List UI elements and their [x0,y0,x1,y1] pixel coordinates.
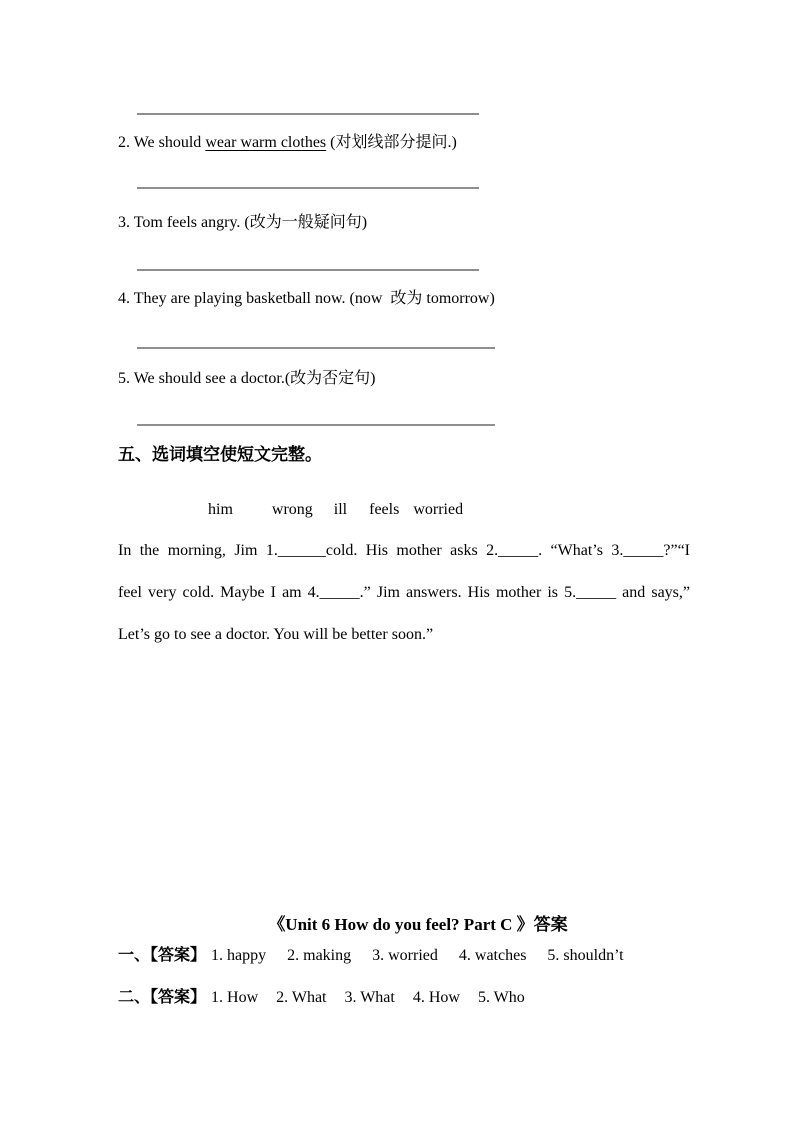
exercise-item-2 [118,133,457,153]
word-bank-word-wrong: wrong [271,501,313,518]
answer-row-2-item: 1. How [211,989,259,1006]
answer-blank-line-5 [137,424,495,426]
exercise-item-5: 5. We should see a doctor.(改为否定句) [118,370,376,387]
exercise-item-3: 3. Tom feels angry. (改为一般疑问句) [118,214,368,231]
cloze-passage-line-2: feel very cold. Maybe I am 4._____.” Jim answers. His mother is 5._____ and says,” [118,584,690,601]
answer-row-2-item: 3. What [344,989,395,1006]
answer-row-2-item: 2. What [276,989,327,1006]
cloze-passage-line-1: In the morning, Jim 1.______cold. His mother asks 2._____. “What’s 3._____?”“I [118,542,690,559]
item-2-text-post: (对划线部分提问.) [326,134,457,151]
answer-row-1-item: 1. happy [211,947,267,964]
answer-row-1-label: 一、【答案】 [118,947,207,964]
answer-row-2-item: 5. Who [477,989,525,1006]
answer-blank-line-4 [137,347,495,349]
answer-blank-line-2 [137,187,479,189]
answer-row-1-item: 3. worried [372,947,438,964]
answer-row-1-item: 2. making [287,947,352,964]
item-2-text-pre: 2. We should [118,134,206,151]
answer-row-1-item: 4. watches [458,947,527,964]
answer-key-row-2 [118,988,525,1008]
word-bank [208,500,463,520]
cloze-passage-line-3: Let’s go to see a doctor. You will be better soon.” [118,626,434,643]
answer-key-row-1 [118,946,624,966]
answer-key-title: 《Unit 6 How do you feel? Part C 》答案 [268,915,568,934]
answer-row-2-label: 二、【答案】 [118,989,207,1006]
answer-blank-line-1 [137,113,479,115]
answer-row-2-item: 4. How [412,989,460,1006]
word-bank-word-feels: feels [369,501,400,518]
section-5-heading: 五、选词填空使短文完整。 [118,445,322,464]
word-bank-word-him: him [208,501,233,518]
answer-blank-line-3 [137,269,479,271]
word-bank-word-worried: worried [413,501,464,518]
exercise-item-4: 4. They are playing basketball now. (now 改为 tomorrow) [118,290,495,307]
word-bank-word-ill: ill [333,501,348,518]
answer-row-1-item: 5. shouldn’t [547,947,624,964]
item-2-underlined-phrase: wear warm clothes [205,134,327,151]
